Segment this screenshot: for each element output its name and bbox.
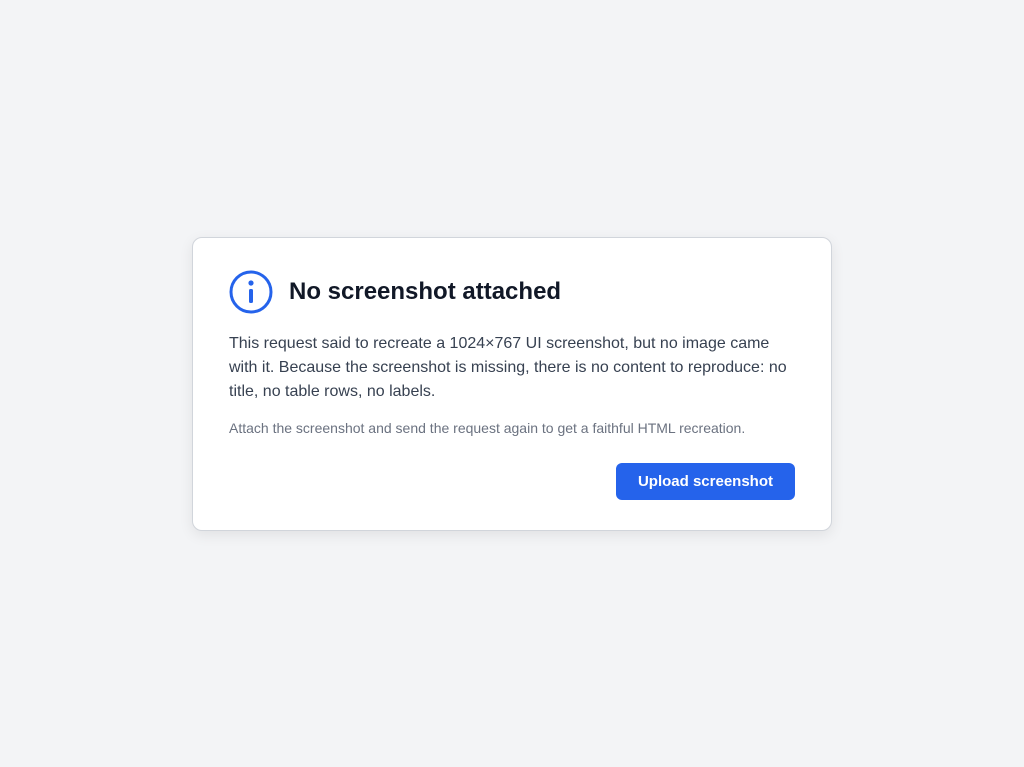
notice-card [192, 237, 832, 531]
info-icon [229, 270, 273, 314]
notice-title: No screenshot attached [289, 277, 562, 305]
notice-header [229, 270, 795, 314]
notice-message: This request said to recreate a 1024×767 UI screenshot, but no image came with it. Because the screenshot is missing, there is no content to reproduce: no title, no table rows, no labels. [229, 334, 787, 400]
upload-screenshot-button[interactable]: Upload screenshot [616, 463, 795, 500]
notice-hint: Attach the screenshot and send the request again to get a faithful HTML recreation. [229, 419, 746, 436]
notice-actions [229, 463, 795, 500]
